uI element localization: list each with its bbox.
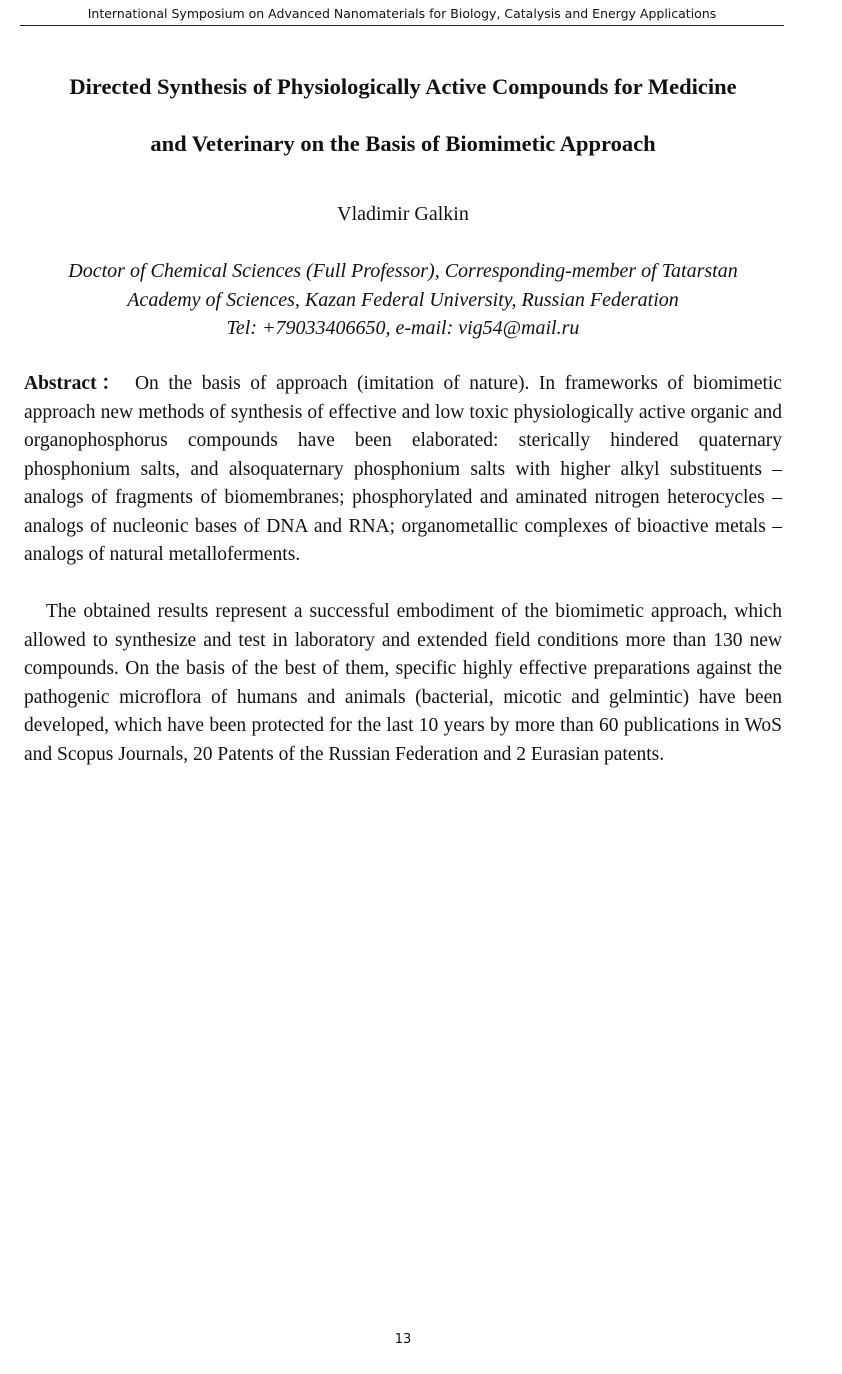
results-paragraph: The obtained results represent a successful embodiment of the biomimetic approach, which allowed to synthesize and test in laboratory and extended field conditions more than 130 new compounds. On the basis of the best of them, specific highly effective preparations against the pathogenic microflora of humans and animals (bacterial, micotic and gelmintic) have been developed, which have been protected for the last 10 years by more than 60 publications in WoS and Scopus Journals, 20 Patents of the Russian Federation and 2 Eurasian patents. bbox=[24, 601, 782, 765]
abstract-paragraph bbox=[24, 370, 782, 570]
affiliation-line-1: Doctor of Chemical Sciences (Full Professor), Corresponding-member of Tatarstan bbox=[68, 260, 738, 282]
running-header: International Symposium on Advanced Nanomaterials for Biology, Catalysis and Energy Applications bbox=[20, 4, 784, 26]
contact-line: Tel: +79033406650, e-mail: vig54@mail.ru bbox=[226, 317, 580, 339]
abstract-label: Abstract： bbox=[24, 373, 126, 394]
paper-title-line-2: and Veterinary on the Basis of Biomimetic Approach bbox=[150, 131, 656, 156]
abstract-text: On the basis of approach (imitation of nature). In frameworks of biomimetic approach new methods of synthesis of effective and low toxic physiologically active organic and organophosphorus compounds have been elaborated: sterically hindered quaternary phosphonium salts, and alsoquaternary phosphonium salts with higher alkyl substituents – analogs of fragments of biomembranes; phosphorylated and aminated nitrogen heterocycles – analogs of nucleonic bases of DNA and RNA; organometallic complexes of bioactive metals – analogs of natural metalloferments. bbox=[24, 373, 782, 565]
affiliation-line-2: Academy of Sciences, Kazan Federal University, Russian Federation bbox=[127, 289, 679, 311]
author-name: Vladimir Galkin bbox=[337, 203, 469, 225]
paper-title-line-1: Directed Synthesis of Physiologically Active Compounds for Medicine bbox=[69, 74, 737, 99]
page-number: 13 bbox=[394, 1332, 412, 1347]
